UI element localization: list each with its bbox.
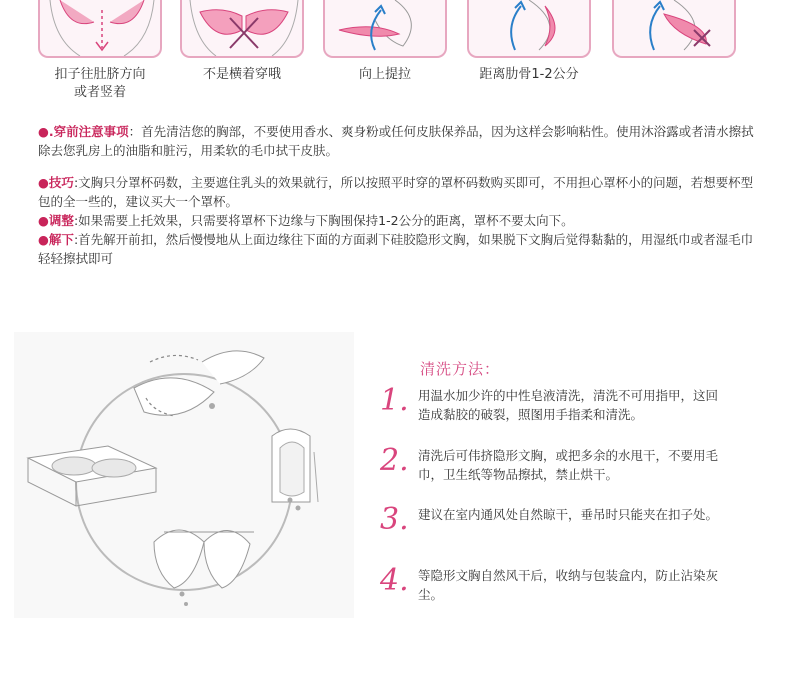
bullet-icon: ● <box>38 175 49 190</box>
caption-line: 或者竖着 <box>73 85 126 100</box>
washing-title: 清洗方法： <box>420 360 501 378</box>
lift-up-illustration <box>323 0 447 58</box>
wrong-wear-illustration <box>180 0 304 58</box>
note-key: .穿前注意事项 <box>48 124 129 139</box>
step-text: 用温水加少许的中性皂液清洗，清洗不可用指甲，这回造成黏胶的破裂，照图用手指柔和清洗。 <box>418 388 719 422</box>
wrong-position-illustration <box>612 0 736 58</box>
step-text: 清洗后可伟挤隐形文胸，或把多余的水甩干，不要用毛巾，卫生纸等物品擦拭，禁止烘干。 <box>418 448 719 482</box>
step-number: 2. <box>380 443 409 478</box>
step-number: 3. <box>380 502 409 537</box>
note-key: 技巧 <box>48 175 74 190</box>
note-text: :首先解开前扣，然后慢慢地从上面边缘往下面的方面剥下硅胶隐形文胸，如果脱下文胸后觉得黏黏的，用湿纸巾或者湿毛巾轻轻擦拭即可 <box>38 232 754 266</box>
caption-rib-distance <box>467 66 591 84</box>
bullet-icon: ● <box>38 213 49 228</box>
navel-direction-illustration <box>38 0 162 58</box>
rib-distance-illustration <box>467 0 591 58</box>
caption-navel-direction <box>38 66 162 102</box>
caption-wrong-wear <box>180 66 304 84</box>
wash-cycle-illustration <box>14 332 354 618</box>
note-key: 解下 <box>48 232 74 247</box>
caption-line: 距离肋骨1-2公分 <box>479 67 579 82</box>
note-key: 调整 <box>48 213 74 228</box>
note-text: :如果需要上托效果，只需要将罩杯下边缘与下胸围保持1-2公分的距离，罩杯不要太向下。 <box>73 213 574 228</box>
note-text: :文胸只分罩杯码数，主要遮住乳头的效果就行，所以按照平时穿的罩杯码数购买即可，不用担心罩杯小的问题，若想要杯型包的全一些的，建议买大一个罩杯。 <box>38 175 754 209</box>
caption-line: 向上提拉 <box>358 67 411 82</box>
caption-lift-up <box>323 66 447 84</box>
note-tips <box>38 173 758 211</box>
note-before-wearing <box>38 122 758 160</box>
instruction-illustrations <box>0 0 790 60</box>
caption-line: 不是横着穿哦 <box>202 67 281 82</box>
caption-line: 扣子往肚脐方向 <box>54 67 146 82</box>
bullet-icon: ● <box>38 232 49 247</box>
bullet-icon: ● <box>38 124 49 139</box>
step-number: 1. <box>380 383 409 418</box>
wearing-notes <box>38 122 758 268</box>
step-text: 建议在室内通风处自然晾干，垂吊时只能夹在扣子处。 <box>418 507 719 522</box>
note-adjust <box>38 211 758 230</box>
note-remove <box>38 230 758 268</box>
step-text: 等隐形文胸自然风干后，收纳与包装盒内，防止沾染灰尘。 <box>418 568 719 602</box>
note-text: ：首先清洁您的胸部，不要使用香水、爽身粉或任何皮肤保养品，因为这样会影响粘性。使用沐浴露或者清水擦拭除去您乳房上的油脂和脏污，用柔软的毛巾拭干皮肤。 <box>38 124 754 158</box>
step-number: 4. <box>380 563 409 598</box>
